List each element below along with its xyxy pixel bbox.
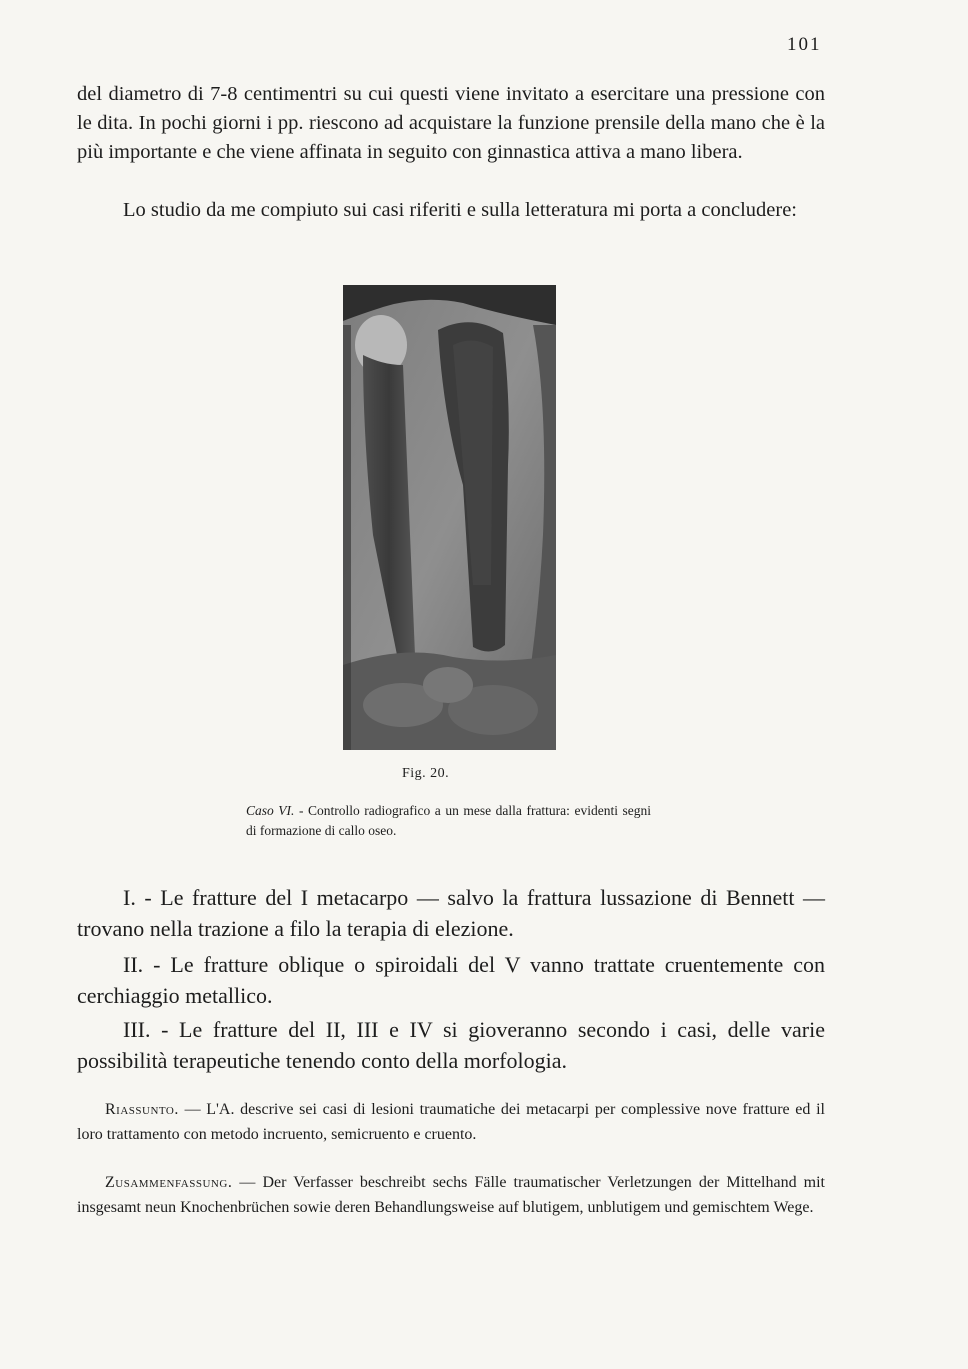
caption-text: - Controllo radiografico a un mese dalla frattura: evidenti segni di formazione di callo oseo. — [246, 803, 651, 838]
summary-german-heading: Zusammenfassung. — [105, 1174, 233, 1191]
summary-italian-text: — L'A. descrive sei casi di lesioni traumatiche dei metacarpi per complessive nove fratture ed il loro trattamento con metodo incruento, semicruento e cruento. — [77, 1101, 825, 1143]
caption-case-label: Caso VI. — [246, 803, 295, 818]
figure-caption — [246, 801, 651, 841]
summary-german — [77, 1170, 825, 1220]
page-number: 101 — [787, 34, 822, 55]
conclusion-1: I. - Le fratture del I metacarpo — salvo la frattura lussazione di Bennett — trovano nella trazione a filo la terapia di elezione. — [77, 885, 825, 941]
xray-image-svg — [343, 285, 556, 750]
summary-italian-heading: Riassunto. — [105, 1101, 179, 1118]
xray-figure-image — [343, 285, 556, 750]
intro-paragraph-2: Lo studio da me compiuto sui casi riferiti e sulla letteratura mi porta a concludere: — [123, 199, 797, 221]
summary-german-text: — Der Verfasser beschreibt sechs Fälle traumatischer Verletzungen der Mittelhand mit insgesamt neun Knochenbrüchen sowie deren Behandlungsweise auf blutigem, unblutigem und gemischtem Wege. — [77, 1174, 825, 1216]
summary-italian — [77, 1097, 825, 1147]
figure-number: Fig. 20. — [402, 766, 450, 781]
intro-paragraph-1: del diametro di 7-8 centimentri su cui questi viene invitato a esercitare una pressione con le dita. In pochi giorni i pp. riescono ad acquistare la funzione prensile della mano che è la più importante e che viene affinata in seguito con ginnastica attiva a mano libera. — [77, 83, 825, 163]
conclusion-3: III. - Le fratture del II, III e IV si gioveranno secondo i casi, delle varie possibilità terapeutiche tenendo conto della morfologia. — [77, 1017, 825, 1073]
conclusion-2: II. - Le fratture oblique o spiroidali del V vanno trattate cruentemente con cerchiaggio metallico. — [77, 952, 825, 1008]
